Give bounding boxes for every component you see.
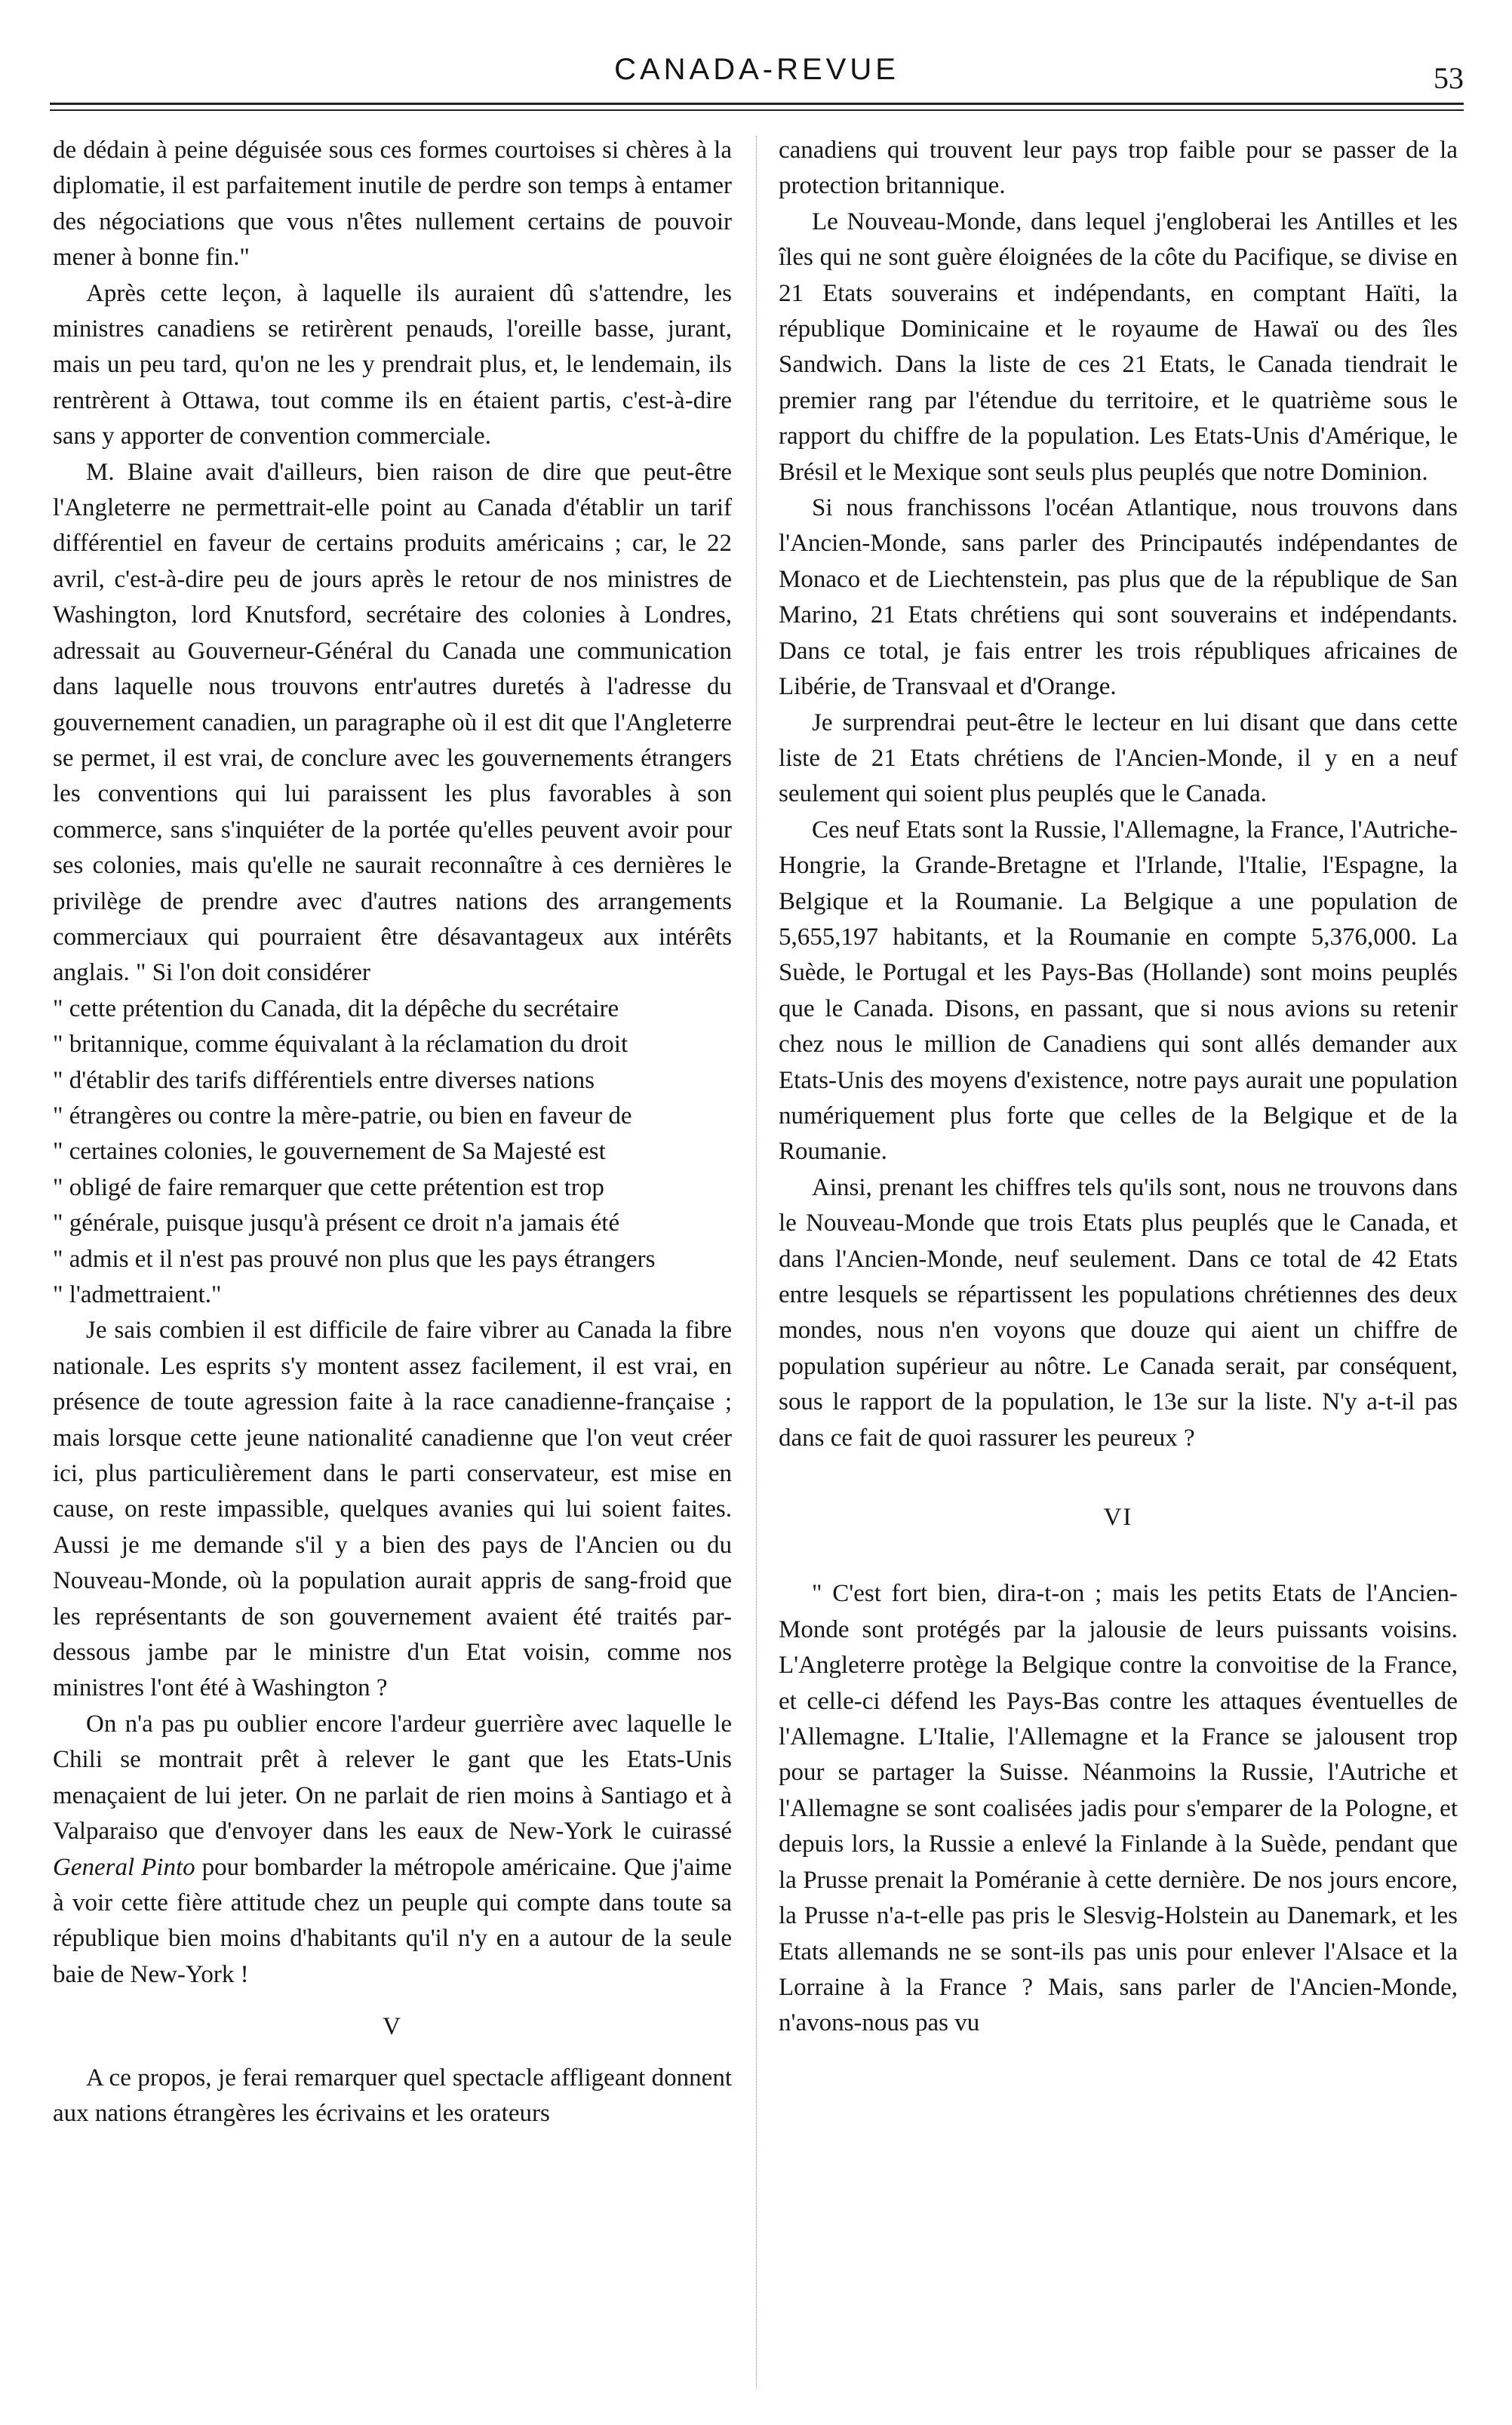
paragraph: A ce propos, je ferai remarquer quel spectacle affligeant donnent aux nations étrangères les écrivains et les orateurs (53, 2064, 732, 2127)
section-heading-v: V (383, 2013, 402, 2041)
quote-line: " certaines colonies, le gouvernement de Sa Majesté est (53, 1138, 606, 1166)
text-run: On n'a pas pu oublier encore l'ardeur guerrière avec laquelle le Chili se montrait prêt à relever le gant que les Etats-Unis menaçaient de lui jeter. On ne parlait de rien moins à Santiago et à Valparaiso que d'envoyer dans les eaux de New-York le cuirassé (53, 1710, 732, 1846)
dispatch-quote (53, 991, 732, 1314)
paragraph: Ainsi, prenant les chiffres tels qu'ils sont, nous ne trouvons dans le Nouveau-Monde que trois Etats plus peuplés que le Canada, et dans l'Ancien-Monde, neuf seulement. Dans ce total de 42 Etats entre lesquels se répartissent les populations chrétiennes des deux mondes, nous n'en voyons que douze qui aient un chiffre de population supérieur au nôtre. Le Canada serait, par conséquent, sous le rapport de la population, le 13e sur la liste. N'y a-t-il pas dans ce fait de quoi rassurer les peureux ? (779, 1173, 1458, 1452)
quote-line: " d'établir des tarifs différentiels entre diverses nations (53, 1066, 595, 1094)
paragraph: Si nous franchissons l'océan Atlantique, nous trouvons dans l'Ancien-Monde, sans parler des Principautés indépendantes de Monaco et de Liechtenstein, pas plus que de la république de San Marino, 21 Etats chrétiens qui sont souverains et indépendants. Dans ce total, je fais entrer les trois républiques africaines de Libérie, de Transvaal et d'Orange. (779, 494, 1458, 701)
paragraph: Après cette leçon, à laquelle ils auraient dû s'attendre, les ministres canadiens se retirèrent penauds, l'oreille basse, jurant, mais un peu tard, qu'on ne les y prendrait plus, et, le lendemain, ils rentrèrent à Ottawa, tout comme ils en étaient partis, c'est-à-dire sans y apporter de convention commerciale. (53, 279, 732, 450)
right-column (779, 133, 1458, 2389)
paragraph: Je sais combien il est difficile de faire vibrer au Canada la fibre nationale. Les esprits s'y montent assez facilement, il est vrai, en présence de toute agression faite à la race canadienne-française ; mais lorsque cette jeune nationalité canadienne que l'on veut créer ici, plus particulièrement dans le parti conservateur, est mise en cause, on reste impassible, quelques avanies qui lui soient faites. Aussi je me demande s'il y a bien des pays de l'Ancien ou du Nouveau-Monde, où la population aurait appris de sang-froid que les représentants de son gouvernement avaient été traités par-dessous jambe par le ministre d'un Etat voisin, comme nos ministres l'ont été à Washington ? (53, 1317, 732, 1702)
text-run: pour bombarder la métropole américaine. Que j'aime à voir cette fière attitude chez un peuple qui compte dans toute sa république bien moins d'habitants qu'il n'y en a autour de la seule baie de New-York ! (53, 1853, 732, 1988)
paragraph: de dédain à peine déguisée sous ces formes courtoises si chères à la diplomatie, il est parfaitement inutile de perdre son temps à entamer des négociations que vous n'êtes nullement certains de pouvoir mener à bonne fin." (53, 137, 732, 272)
paragraph: " C'est fort bien, dira-t-on ; mais les petits Etats de l'Ancien-Monde sont protégés par la jalousie de leurs puissants voisins. L'Angleterre protège la Belgique contre la convoitise de la France, et celle-ci défend les Pays-Bas contre les attaques éventuelles de l'Allemagne. L'Italie, l'Allemagne et la France se jalousent trop pour se partager la Suisse. Néanmoins la Russie, l'Autriche et l'Allemagne se sont coalisées jadis pour s'emparer de la Pologne, et depuis lors, la Russie a enlevé la Finlande à la Suède, pendant que la Prusse prenait la Poméranie à cette dernière. De nos jours encore, la Prusse n'a-t-elle pas pris le Slesvig-Holstein au Danemark, et les Etats allemands ne se sont-ils pas unis pour enlever l'Alsace et la Lorraine à la France ? Mais, sans parler de l'Ancien-Monde, n'avons-nous pas vu (779, 1580, 1458, 2037)
quote-line: " générale, puisque jusqu'à présent ce droit n'a jamais été (53, 1209, 620, 1237)
left-column (53, 133, 732, 2389)
header-rule-bottom (50, 109, 1464, 111)
paragraph (53, 1707, 732, 1993)
ship-name: General Pinto (53, 1853, 195, 1881)
quote-line: " l'admettraient." (53, 1281, 222, 1308)
quote-line: " étrangères ou contre la mère-patrie, ou bien en faveur de (53, 1102, 632, 1130)
paragraph: Le Nouveau-Monde, dans lequel j'engloberai les Antilles et les îles qui ne sont guère éloignées de la côte du Pacifique, se divise en 21 Etats souverains et indépendants, en comptant Haïti, la république Dominicaine et le royaume de Hawaï ou des îles Sandwich. Dans la liste de ces 21 Etats, le Canada tiendrait le premier rang par l'étendue du territoire, et le quatrième sous le rapport du chiffre de la population. Les Etats-Unis d'Amérique, le Brésil et le Mexique sont seuls plus peuplés que notre Dominion. (779, 207, 1458, 486)
paragraph: canadiens qui trouvent leur pays trop faible pour se passer de la protection britannique. (779, 137, 1458, 200)
page-header (50, 47, 1464, 100)
section-heading-vi: VI (1103, 1504, 1133, 1532)
paragraph: Je surprendrai peut-être le lecteur en lui disant que dans cette liste de 21 Etats chrétiens de l'Ancien-Monde, il y en a neuf seulement qui soient plus peuplés que le Canada. (779, 708, 1458, 808)
quote-line: " cette prétention du Canada, dit la dépêche du secrétaire (53, 994, 619, 1022)
journal-title: CANADA-REVUE (614, 53, 899, 86)
paragraph: M. Blaine avait d'ailleurs, bien raison de dire que peut-être l'Angleterre ne permettrait-elle point au Canada d'établir un tarif différentiel en faveur de certains produits américains ; car, le 22 avril, c'est-à-dire peu de jours après le retour de nos ministres de Washington, lord Knutsford, secrétaire des colonies à Londres, adressait au Gouverneur-Général du Canada une communication dans laquelle nous trouvons entr'autres duretés à l'adresse du gouvernement canadien, un paragraphe où il est dit que l'Angleterre se permet, il est vrai, de conclure avec les gouvernements étrangers les conventions qui lui paraissent les plus favorables à son commerce, sans s'inquiéter de la portée qu'elles peuvent avoir pour ses colonies, mais qu'elle ne saurait reconnaître à ces dernières le privilège de prendre avec d'autres nations des arrangements commerciaux qui pourraient être désavantageux aux intérêts anglais. " Si l'on doit considérer (53, 458, 732, 987)
paragraph: Ces neuf Etats sont la Russie, l'Allemagne, la France, l'Autriche-Hongrie, la Grande-Bretagne et l'Irlande, l'Italie, l'Espagne, la Belgique et la Roumanie. La Belgique a une population de 5,655,197 habitants, et la Roumanie en compte 5,376,000. La Suède, le Portugal et les Pays-Bas (Hollande) sont moins peuplés que le Canada. Disons, en passant, que si nous avions su retenir chez nous le million de Canadiens qui sont allés demander aux Etats-Unis des moyens d'existence, notre pays aurait une population numériquement plus forte que celles de la Belgique et de la Roumanie. (779, 816, 1458, 1166)
quote-line: " admis et il n'est pas prouvé non plus que les pays étrangers (53, 1245, 656, 1273)
quote-line: " obligé de faire remarquer que cette prétention est trop (53, 1173, 604, 1201)
column-divider (756, 136, 757, 2388)
quote-line: " britannique, comme équivalant à la réclamation du droit (53, 1031, 628, 1059)
header-rule-top (50, 103, 1464, 105)
page-number: 53 (1434, 61, 1464, 95)
